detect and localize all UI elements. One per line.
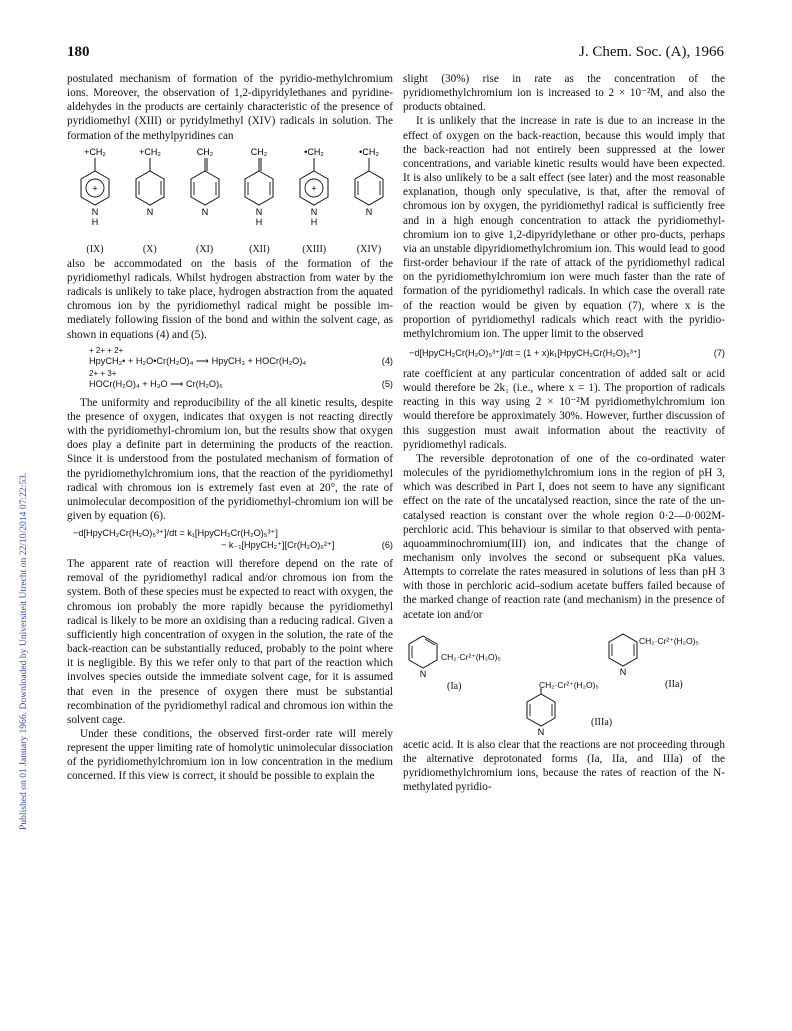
equation-body: −d[HpyCH₂Cr(H₂O)₅³⁺]/dt = k₁[HpyCH₂Cr(H₂O)₅³⁺] [73,528,278,539]
equation-number: (5) [381,378,393,389]
substituent: CH₂ [196,146,213,157]
substituent: •CH₂ [304,146,325,157]
structure-xi [185,145,225,257]
equation-number: (6) [381,540,393,551]
structure-label: (XIII) [302,243,327,255]
structure-label-iia: (IIa) [665,678,683,690]
download-watermark [6,170,29,830]
equation-body: − k₋₁[HpyCH₂⁺][Cr(H₂O)₆²⁺] [221,540,335,551]
structure-label: (X) [142,243,157,255]
paragraph: also be accommodated on the basis of the formation of the pyridiomethyl radicals. Whilst hydrogen abstraction from water by the radicals is unlikely to take place, hydrogen abstraction from the aquated chromous ion by the pyridiomethyl radical might be possible im-mediately following fission of the bond and within the solvent cage, as shown in equations (4) and (5). [67,257,393,341]
equation-body: HOCr(H₂O)₄ + H₃O ⟶ Cr(H₂O)₆ [89,378,223,389]
download-watermark-text: Published on 01 January 1966. Downloaded by Universiteit Utrecht on 22/10/2014 07:22:53. [18,472,29,830]
structure-label: (IX) [86,243,104,255]
equation-7 [403,347,725,359]
nitrogen: N [91,206,99,217]
equation-number: (7) [713,347,725,358]
page-header [67,44,724,66]
nitrogen: N [619,666,627,677]
structure-label: (XIV) [356,243,382,255]
right-column [403,72,725,794]
paragraph: postulated mechanism of formation of the pyridio-methylchromium ions. Moreover, the observation of 1,2-dipyridylethanes and pyridine-aldehydes in the products are certainly characteristic of the presence of pyridiomethyl (XIII) or pyridylmethyl (XIV) radicals in solution. The formation of the methylpyridines can [67,73,393,142]
structure-x [130,145,170,257]
hydrogen: H [310,216,318,227]
nitrogen: N [201,206,208,217]
paragraph: Under these conditions, the observed first-order rate will merely represent the upper limiting rate of homolytic unimolecular dissociation of the pyridiomethylchromium ion in low concentration in the medium concerned. If this view is correct, it should be possible to explain the [67,728,393,783]
equation-body: −d[HpyCH₂Cr(H₂O)₅³⁺]/dt = (1 + x)k₁[HpyCH₂Cr(H₂O)₅³⁺] [409,347,641,358]
structures-ix-xiv [75,145,389,257]
nitrogen: N [365,206,373,217]
substituent: +CH₂ [138,146,161,157]
structure-label: (XII) [249,243,270,255]
structure-iia [603,628,643,678]
structure-label-iiia: (IIIa) [591,716,613,728]
journal-citation: J. Chem. Soc. (A), 1966 [579,44,724,60]
equation-charges: + 2+ + 2+ [89,345,124,355]
hydrogen: H [91,216,99,227]
substituent-iiia: CH₂·Cr²⁺(H₂O)₅ [539,679,599,690]
equation-6 [67,527,393,551]
structure-xii [239,145,279,257]
structure-label: (XI) [195,243,214,255]
substituent: CH₂ [251,146,268,157]
substituent-ia: CH₂·Cr²⁺(H₂O)₅ [441,651,501,662]
page-number: 180 [67,44,90,60]
paragraph: The reversible deprotonation of one of the co-ordinated water molecules of the pyridiomethylchromium ions in the region of pH 3, which was described in Part I, does not seem to have any significant effect on the rate of the uncatalysed reaction, since the rate of the un-catalysed reaction is constant over the whole region 0·2—0·002M-perchloric acid. This behaviour is similar to that observed with penta-aquoamminochromium(III) ion, and indicates that the change of mechanism only involves the second or subsequent pKa values. Attempts to correlate the rates measured in solutions of less than pH 3 with those in perchloric acid–sodium acetate buffers failed because of the marked change of reaction rate (and mechanism) in the presence of acetate ion and/or [403,452,725,621]
substituent-iia: CH₂·Cr²⁺(H₂O)₅ [639,635,699,646]
hydrogen: H [256,216,263,227]
structure-iiia [521,686,561,736]
ring-charge: + [311,183,317,194]
structure-ix [75,145,115,257]
left-column [67,72,393,784]
paragraph: The uniformity and reproducibility of the all kinetic results, despite the presence of oxygen, indicates that oxygen is not reacting directly with the pyridiomethyl-chromium ion, but the results show that oxygen does play a definite part in determining the products of the reaction. Since it is understood from the postulated mechanism of formation of the pyridiomethylchromium ions, that the reaction of the pyridiomethyl radical with chromous ion is extremely fast even at 20°, the rate of unimolecular decomposition of the pyridiomethyl-chromium ion will be given by equation (6). [67,396,393,522]
paragraph: It is unlikely that the increase in rate is due to an increase in the effect of oxygen on the back-reaction, because this would imply that the back-reaction had not entirely been suppressed at the lower concentrations, and variable kinetic results would have been expected. It is also unlikely to be a salt effect (see later) and the most reasonable explanation, though only speculative, is that, after the removal of chromous ion by oxygen, the pyridiomethyl radical is sufficiently free and in a high enough concentration to attack the pyridiomethyl-chromium ion to give 1,2-dipyridylethane or other pro-ducts, perhaps via an unstable dipyridiomethylchromium ion. This would lead to good first-order behaviour if the rate of attack of the pyridiomethyl radical on the pyridiomethylchromium ion were much faster than the rate of formation of the pyridiomethyl radicals. In which case the overall rate of the reaction would be given by equation (7), where x is the proportion of pyridiomethyl radicals which react with the pyridio-methylchromium ion. The upper limit to the observed [403,115,725,340]
equation-body: HpyCH₂• + H₂O•Cr(H₂O)₄ ⟶ HpyCH₃ + HOCr(H₂O)₄ [89,355,307,366]
paragraph: acetic acid. It is also clear that the reactions are not proceeding through the alternative deprotonated forms (Ia, IIa, and IIIa) of the pyridiomethylchromium ions, because the rates of reaction of the N-methylated pyridio- [403,738,725,794]
structure-label-ia: (Ia) [447,680,462,692]
structure-ia [403,630,443,680]
paragraph: The apparent rate of reaction will therefore depend on the rate of removal of the pyridiomethyl radical and/or chromous ion from the system. Both of these species must be expected to react with oxygen, the chromous ion probably the more rapidly because the pyridiomethyl radical is likely to be more an oxidising than a reducing radical. Given a sufficiently high concentration of oxygen in the solution, the rate of the back-reaction can be substantially reduced, probably to the point where it is negligible. By this we refer only to that part of the reaction which involves species outside the immediate solvent cage, for it is assumed that even in the presence of oxygen there must be substantial recombination of the pyridiomethyl radical and chromous ion within the solvent cage. [67,558,393,726]
equation-number: (4) [381,355,393,366]
deprotonated-structures [403,628,725,738]
equation-charges: 2+ + 3+ [89,368,117,378]
paragraph: slight (30%) rise in rate as the concentration of the pyridiomethylchromium ion is increased to 2 × 10⁻²M, and also the products obtained. [403,73,725,114]
nitrogen: N [310,206,318,217]
substituent: •CH₂ [359,146,379,157]
nitrogen: N [419,668,427,679]
substituent: +CH₂ [84,146,106,157]
ring-charge: + [92,183,98,194]
nitrogen: N [537,726,545,736]
paragraph: rate coefficient at any particular concentration of added salt or acid would therefore be 2k₁ (i.e., where x = 1). The proportion of radicals reacting in this way using 2 × 10⁻²M pyridiomethylchromium ion would therefore be approximately 30%. However, further discussion of this suggestion must await information about the reactivity of pyridiomethyl radicals. [403,367,725,451]
nitrogen: N [256,206,263,217]
nitrogen: N [146,206,154,217]
structure-xiv [349,145,389,257]
equation-4 [67,346,393,390]
structure-xiii [294,145,334,257]
